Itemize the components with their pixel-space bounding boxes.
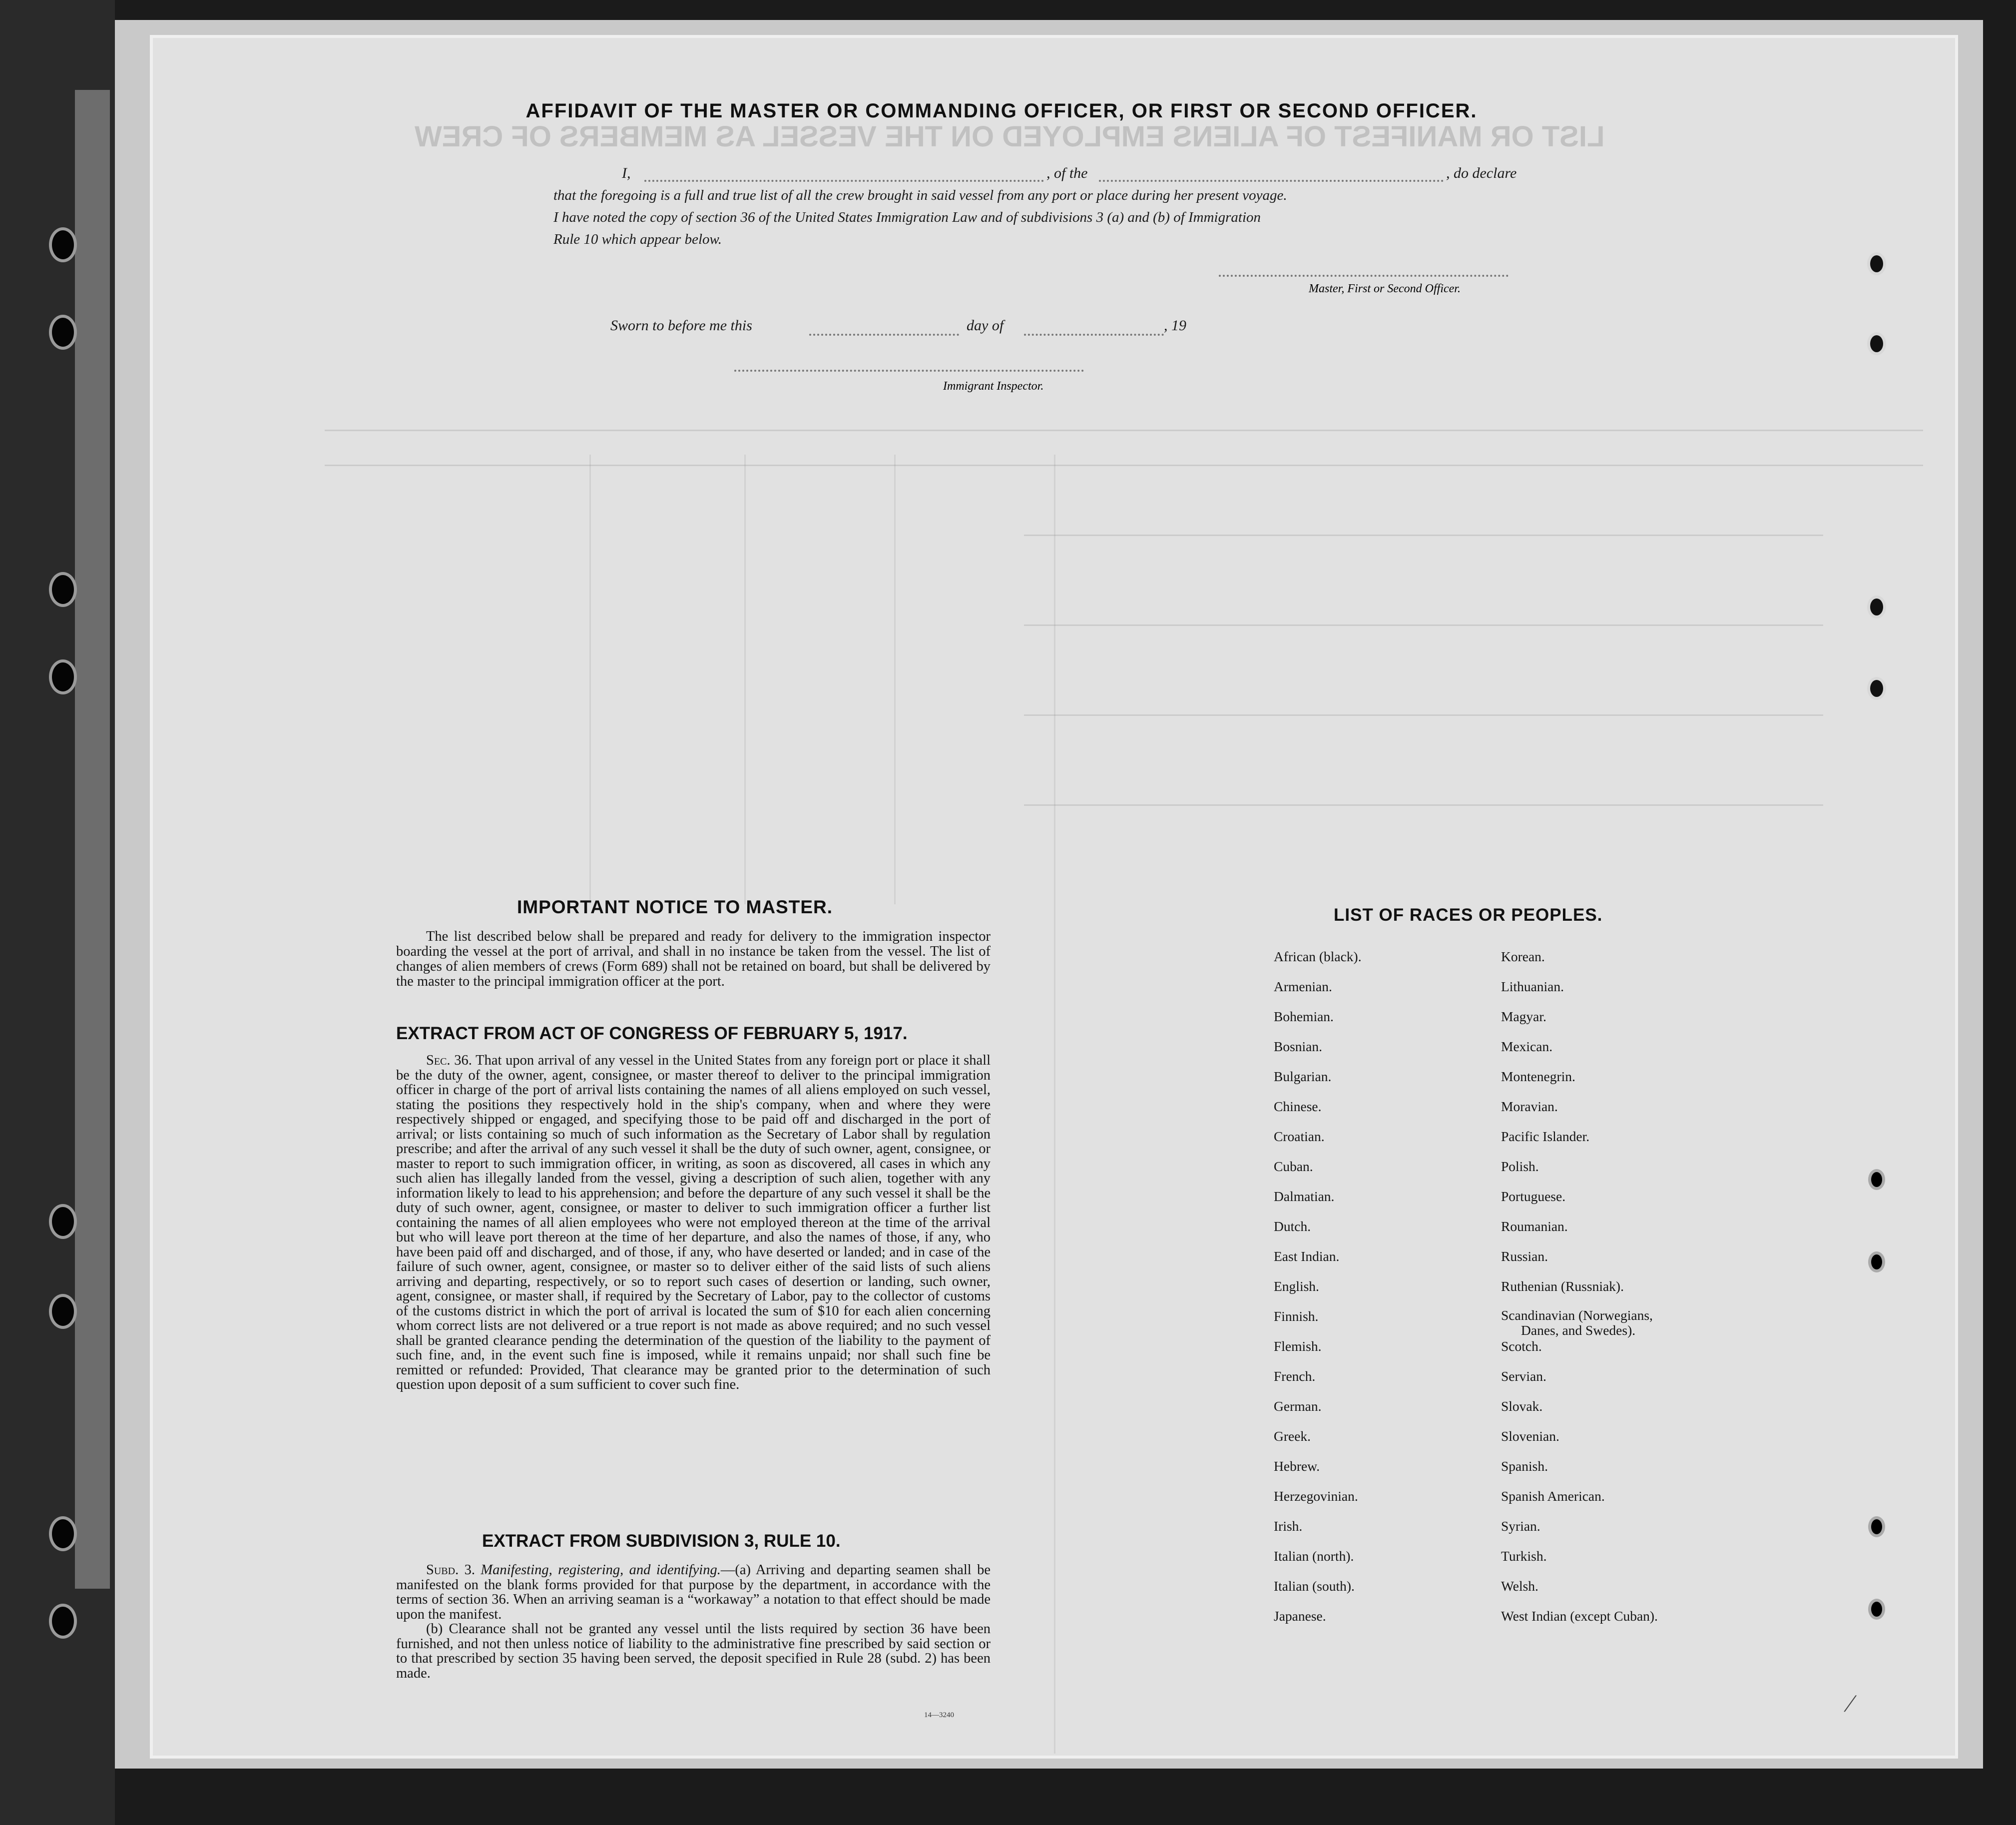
race-entry: Ruthenian (Russniak). [1501, 1278, 1624, 1294]
race-entry: Scandinavian (Norwegians, Danes, and Swedes). [1501, 1307, 1653, 1338]
race-entry: Hebrew. [1274, 1458, 1320, 1474]
race-entry: Slovak. [1501, 1398, 1543, 1414]
subd-label: Subd. 3. [426, 1562, 475, 1578]
punch-hole [49, 227, 77, 262]
races-title: LIST OF RACES OR PEOPLES. [1334, 905, 1603, 925]
day-blank-line [809, 334, 959, 336]
punch-hole [49, 1604, 77, 1639]
bleed-through-rule [894, 455, 896, 904]
race-entry: Italian (north). [1274, 1548, 1354, 1564]
rule-extract-text [396, 1563, 991, 1681]
subd-heading: Manifesting, registering, and identifying. [481, 1562, 721, 1578]
punch-hole [1867, 332, 1886, 355]
subd-para-b: (b) Clearance shall not be granted any vessel until the lists required by section 36 have been furnished, and not then unless notice of liability to the administrative fine prescribed by said section or to that prescribed by section 35 having been served, the deposit specified in Rule 28 (subd. 2) has been made. [396, 1621, 991, 1681]
race-entry: Spanish. [1501, 1458, 1548, 1474]
race-entry: Moravian. [1501, 1099, 1558, 1114]
month-blank-line [1024, 334, 1164, 336]
bleed-through-rule [1024, 804, 1823, 806]
punch-hole [1867, 252, 1886, 275]
race-entry: Bulgarian. [1274, 1069, 1332, 1084]
handwritten-mark: ⁄ [1848, 1689, 1853, 1717]
race-entry: Polish. [1501, 1159, 1539, 1174]
bleed-through-text: LIST OR MANIFEST OF ALIENS EMPLOYED ON THE VESSEL AS MEMBERS OF CREW [415, 120, 1605, 153]
race-entry: Italian (south). [1274, 1578, 1355, 1594]
vessel-blank-line [1099, 180, 1444, 182]
punch-hole [1868, 1251, 1885, 1272]
punch-hole [1867, 677, 1886, 700]
races-left-column [1274, 948, 1362, 1638]
race-entry: Russian. [1501, 1248, 1548, 1264]
form-number: 14—3240 [924, 1711, 954, 1719]
race-entry: Finnish. [1274, 1308, 1319, 1324]
race-entry: Portuguese. [1501, 1189, 1566, 1204]
race-entry: Croatian. [1274, 1129, 1325, 1144]
signature-label: Master, First or Second Officer. [1309, 282, 1461, 295]
affidavit-line3: I have noted the copy of section 36 of the United States Immigration Law and of subdivisions 3 (a) and (b) of Immigration [553, 209, 1261, 225]
sworn-text: Sworn to before me this [610, 317, 752, 334]
race-entry: Armenian. [1274, 979, 1332, 994]
bleed-through-rule [325, 465, 1923, 466]
notice-text [396, 929, 991, 989]
race-entry: French. [1274, 1368, 1316, 1384]
punch-hole [1868, 1599, 1885, 1620]
race-entry: German. [1274, 1398, 1322, 1414]
punch-hole [49, 572, 77, 607]
race-entry: Dalmatian. [1274, 1189, 1335, 1204]
affidavit-line1-mid: , of the [1046, 165, 1088, 181]
race-entry: West Indian (except Cuban). [1501, 1608, 1658, 1624]
race-entry: Roumanian. [1501, 1218, 1568, 1234]
section-36-text: That upon arrival of any vessel in the United States from any foreign port or place it shall be the duty of the owner, agent, consignee, or master thereof to deliver to the principal immigration officer in charge of the port of arrival lists containing the names of all aliens employed on such vessel, stating the positions they respectively hold in the ship's company, when and where they were respectively shipped or engaged, and specifying those to be paid off and discharged in the port of arrival; or lists containing so much of such information as the Secretary of Labor shall by regulation prescribe; and after the arrival of any such vessel it shall be the duty of such owner, agent, consignee, or master to report to such immigration officer, in writing, as soon as discovered, all cases in which any such alien has illegally landed from the vessel, giving a description of such alien, together with any information likely to lead to his apprehension; and before the departure of any such vessel it shall be the duty of such owner, agent, consignee, or master to deliver to such immigration officer a further list containing the names of all alien employees who were not employed thereon at the time of the arrival but who will leave port thereon at the time of her departure, and also the names of those, if any, who have been paid off and discharged, and of those, if any, who have deserted or landed; and in case of the failure of such owner, agent, consignee, or master so to deliver either of the said lists of such aliens arriving and departing, respectively, or so to report such cases of desertion or landing, such owner, agent, consignee, or master shall, if required by the Secretary of Labor, pay to the collector of customs of the customs district in which the port of arrival is located the sum of $10 for each alien concerning whom correct lists are not delivered or a true report is not made as above required; and no such vessel shall be granted clearance pending the determination of the question of the liability to the payment of such fine, and, in the event such fine is imposed, while it remains unpaid; nor shall such fine be remitted or refunded: Provided, That clearance may be granted prior to the determination of such question upon deposit of a sum sufficient to cover such fine. [396, 1053, 991, 1392]
punch-hole [49, 1516, 77, 1551]
binder-strip [75, 90, 110, 1589]
inspector-blank-line [734, 370, 1084, 372]
punch-hole [49, 659, 77, 694]
races-right-column [1501, 948, 1658, 1638]
punch-hole [1868, 1516, 1885, 1537]
race-entry: Turkish. [1501, 1548, 1547, 1564]
race-entry: Cuban. [1274, 1159, 1313, 1174]
signature-blank-line [1219, 275, 1509, 277]
race-entry: Dutch. [1274, 1218, 1311, 1234]
race-entry: African (black). [1274, 949, 1362, 964]
notice-title: IMPORTANT NOTICE TO MASTER. [517, 897, 833, 917]
name-blank-line [644, 180, 1044, 182]
race-entry: Magyar. [1501, 1009, 1546, 1024]
notice-paragraph: The list described below shall be prepared and ready for delivery to the immigration inspector boarding the vessel at the port of arrival, and shall in no instance be taken from the vessel. The list of changes of alien members of crews (Form 689) shall not be retained on board, but shall be delivered by the master to the principal immigration officer at the port. [396, 929, 991, 989]
race-entry: Welsh. [1501, 1578, 1538, 1594]
race-entry: Servian. [1501, 1368, 1546, 1384]
bleed-through-rule [325, 430, 1923, 431]
race-entry: Chinese. [1274, 1099, 1322, 1114]
race-entry: Herzegovinian. [1274, 1488, 1358, 1504]
section-label: Sec. 36. [426, 1053, 472, 1068]
race-entry: Irish. [1274, 1518, 1303, 1534]
sworn-day-label: day of [967, 317, 1004, 334]
bleed-through-rule [1054, 455, 1055, 1754]
race-entry: Flemish. [1274, 1338, 1322, 1354]
race-entry: Greek. [1274, 1428, 1311, 1444]
race-entry: Spanish American. [1501, 1488, 1605, 1504]
document-page [150, 35, 1958, 1759]
affidavit-line1-start: I, [622, 165, 631, 181]
race-entry: East Indian. [1274, 1248, 1340, 1264]
bleed-through-rule [589, 455, 591, 904]
race-entry: Scotch. [1501, 1338, 1542, 1354]
bleed-through-rule [1024, 624, 1823, 626]
race-entry: Slovenian. [1501, 1428, 1559, 1444]
rule-extract-title: EXTRACT FROM SUBDIVISION 3, RULE 10. [482, 1531, 841, 1551]
punch-hole [1868, 1169, 1885, 1190]
race-entry: Bosnian. [1274, 1039, 1323, 1054]
subd-para-a: —(a) Arriving and departing seamen shall be manifested on the blank forms provided for that purpose by the department, in accordance with the terms of section 36. When an arriving seaman is a “workaway” a notation to that effect should be made upon the manifest. [396, 1562, 991, 1622]
act-extract-title: EXTRACT FROM ACT OF CONGRESS OF FEBRUARY 5, 1917. [396, 1024, 908, 1043]
race-entry: English. [1274, 1278, 1319, 1294]
race-entry: Korean. [1501, 949, 1545, 964]
punch-hole [49, 1294, 77, 1329]
punch-hole [1867, 596, 1886, 618]
race-entry: Pacific Islander. [1501, 1129, 1590, 1144]
bleed-through-rule [744, 455, 746, 904]
affidavit-line2: that the foregoing is a full and true list of all the crew brought in said vessel from any port or place during her present voyage. [553, 187, 1287, 203]
race-entry: Montenegrin. [1501, 1069, 1575, 1084]
act-extract-text [396, 1053, 991, 1392]
race-entry: Japanese. [1274, 1608, 1326, 1624]
bleed-through-rule [1024, 535, 1823, 536]
punch-hole [49, 1204, 77, 1239]
affidavit-title: AFFIDAVIT OF THE MASTER OR COMMANDING OFFICER, OR FIRST OR SECOND OFFICER. [525, 100, 1478, 122]
bleed-through-rule [1024, 714, 1823, 716]
race-entry: Syrian. [1501, 1518, 1540, 1534]
race-entry: Lithuanian. [1501, 979, 1564, 994]
punch-hole [49, 315, 77, 350]
affidavit-line1-end: , do declare [1446, 165, 1517, 181]
affidavit-line4: Rule 10 which appear below. [553, 231, 722, 247]
sworn-year-label: , 19 [1164, 317, 1186, 334]
inspector-label: Immigrant Inspector. [943, 380, 1044, 393]
race-entry: Mexican. [1501, 1039, 1553, 1054]
race-entry: Bohemian. [1274, 1009, 1334, 1024]
